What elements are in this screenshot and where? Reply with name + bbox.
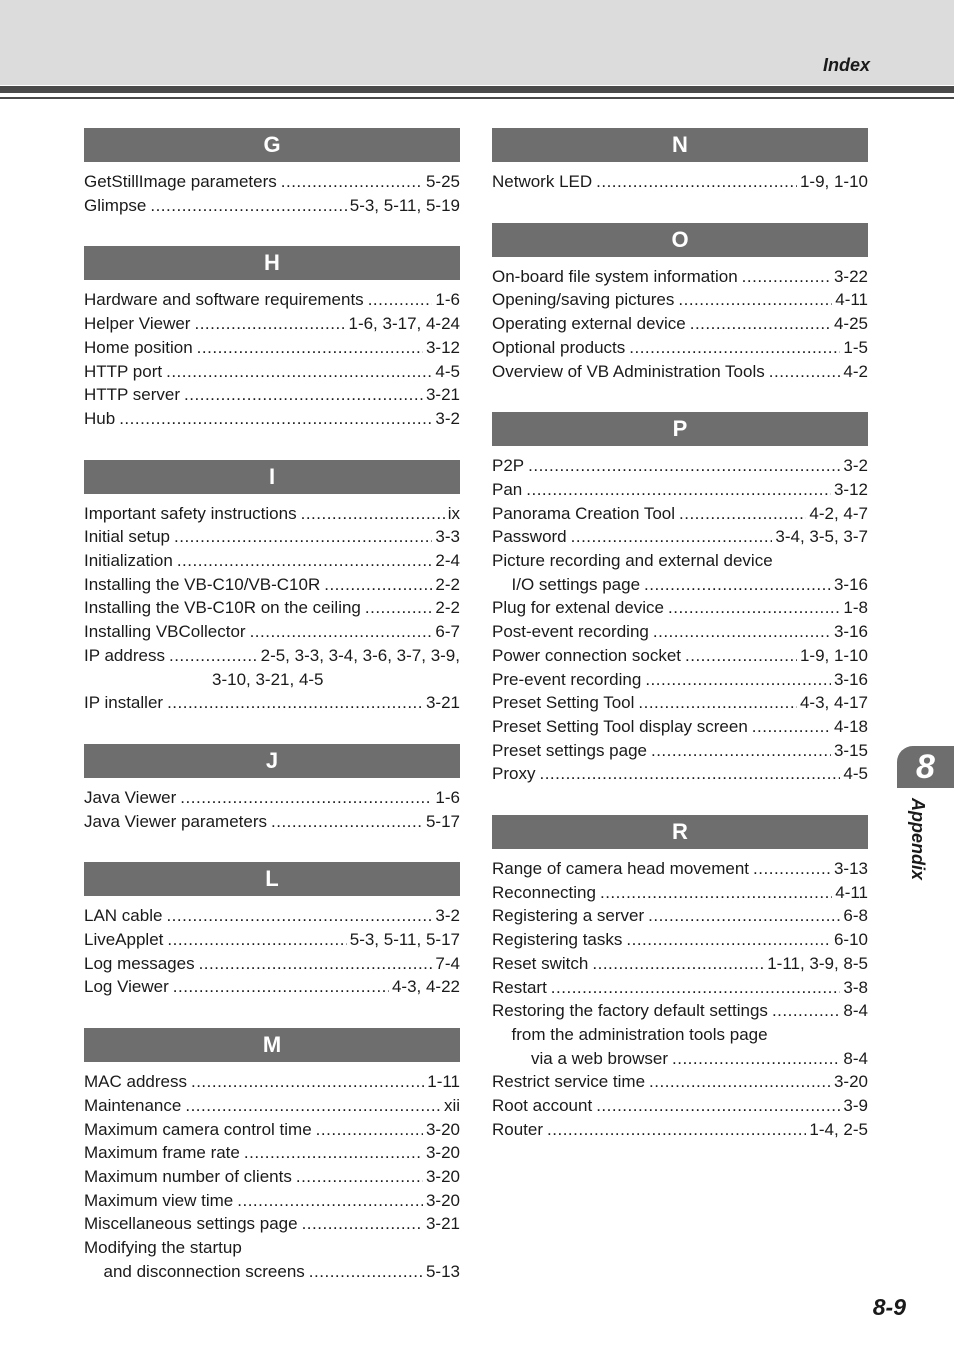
dot-leader (250, 620, 433, 644)
index-entry (492, 573, 868, 597)
index-entry (492, 1118, 868, 1142)
dot-leader (191, 1070, 424, 1094)
index-entry (84, 549, 460, 573)
dot-leader (648, 904, 840, 928)
index-page-refs: 6-7 (435, 622, 460, 642)
index-term: Optional products (492, 337, 626, 357)
index-entry (84, 1165, 460, 1189)
index-term: Post-event recording (492, 622, 649, 642)
index-page-refs: 4-5 (843, 764, 868, 784)
index-term: Initialization (84, 551, 173, 571)
index-entry (84, 383, 460, 407)
index-entry (84, 502, 460, 526)
index-page-refs: 1-5 (843, 337, 868, 357)
index-entry (492, 739, 868, 763)
page-header-band (0, 0, 954, 85)
index-page-refs: 3-20 (425, 1119, 460, 1139)
index-page-refs: 4-11 (835, 882, 868, 902)
index-term: Installing the VB-C10R on the ceiling (84, 598, 361, 618)
index-entry (84, 1236, 460, 1260)
index-page-refs: 3-21 (425, 693, 460, 713)
index-term: Operating external device (492, 314, 686, 334)
index-page-refs: 2-5, 3-3, 3-4, 3-6, 3-7, 3-9, (260, 645, 460, 665)
index-term: Restrict service time (492, 1072, 646, 1092)
chapter-label: Appendix (908, 798, 928, 881)
index-letter-header: O (492, 223, 868, 257)
index-page-refs: 7-4 (435, 953, 460, 973)
index-entry (84, 810, 460, 834)
index-entry (492, 265, 868, 289)
index-entry (492, 881, 868, 905)
index-term: Preset Setting Tool display screen (492, 716, 748, 736)
index-entry (492, 336, 868, 360)
index-term: Miscellaneous settings page (84, 1214, 298, 1234)
index-page-refs: 3-16 (833, 669, 868, 689)
index-entry (492, 525, 868, 549)
index-entry (492, 691, 868, 715)
dot-leader (668, 596, 840, 620)
index-term: Hardware and software requirements (84, 290, 364, 310)
index-page-refs: 3-8 (843, 977, 868, 997)
index-page-refs: 3-20 (833, 1072, 868, 1092)
index-letter-header: G (84, 128, 460, 162)
index-term: Preset Setting Tool (492, 693, 635, 713)
index-page-refs: 1-11, 3-9, 8-5 (767, 953, 868, 973)
dot-leader (629, 336, 840, 360)
index-letter-header: R (492, 815, 868, 849)
index-entry (492, 454, 868, 478)
index-term: Log messages (84, 953, 195, 973)
index-page-refs: 1-6 (435, 290, 460, 310)
section-title: Index (822, 55, 870, 75)
index-term: GetStillImage parameters (84, 172, 277, 191)
index-term: Initial setup (84, 527, 170, 547)
index-page-refs: 6-8 (843, 906, 868, 926)
dot-leader (653, 620, 831, 644)
index-group-n (492, 128, 868, 194)
index-entry (492, 715, 868, 739)
index-page-refs: 4-11 (835, 290, 868, 310)
dot-leader (197, 336, 423, 360)
index-term: Panorama Creation Tool (492, 503, 676, 523)
index-page-refs: 3-13 (833, 859, 868, 879)
index-page-refs: 5-17 (425, 811, 460, 831)
dot-leader (174, 525, 432, 549)
index-term: Pre-event recording (492, 669, 642, 689)
dot-leader (644, 573, 831, 597)
index-term: Registering tasks (492, 930, 623, 950)
index-entry (84, 1189, 460, 1213)
index-page-refs: 4-3, 4-22 (391, 977, 460, 997)
index-entry (492, 478, 868, 502)
index-entry (84, 573, 460, 597)
dot-leader (772, 999, 840, 1023)
index-entry (492, 360, 868, 384)
index-entry (492, 1023, 868, 1047)
index-page-refs: 3-21 (425, 385, 460, 405)
index-term: Reconnecting (492, 882, 596, 902)
dot-leader (592, 952, 764, 976)
index-entry (492, 1047, 868, 1071)
index-entry (84, 1118, 460, 1142)
index-page-refs: 3-20 (425, 1166, 460, 1186)
index-page-refs: 1-6 (435, 787, 460, 807)
index-letter-header: J (84, 744, 460, 778)
index-letter-header: N (492, 128, 868, 162)
index-term: Maximum frame rate (84, 1143, 240, 1163)
index-page-refs: 1-11 (427, 1072, 460, 1092)
index-term: Network LED (492, 172, 593, 191)
index-term: Maximum camera control time (84, 1119, 312, 1139)
index-group-j (84, 744, 460, 833)
index-entry (84, 1094, 460, 1118)
index-entry (84, 407, 460, 431)
index-term: Log Viewer (84, 977, 169, 997)
dot-leader (301, 502, 445, 526)
index-page-refs: 3-20 (425, 1190, 460, 1210)
index-entry (84, 952, 460, 976)
index-entry (84, 596, 460, 620)
index-entry (84, 644, 460, 668)
index-entry (84, 360, 460, 384)
dot-leader (626, 928, 831, 952)
index-term: I/O settings page (511, 574, 641, 594)
dot-leader (368, 288, 433, 312)
index-entry (492, 644, 868, 668)
dot-leader (237, 1189, 423, 1213)
index-page-refs: 3-21 (425, 1214, 460, 1234)
index-term: Proxy (492, 764, 536, 784)
index-page-refs: 3-12 (425, 337, 460, 357)
index-page-refs: ix (447, 503, 460, 523)
index-page-refs: 8-4 (843, 1001, 868, 1021)
index-page-refs: 1-9, 1-10 (799, 645, 868, 665)
index-group-g (84, 128, 460, 217)
index-entry (492, 952, 868, 976)
index-entry (84, 288, 460, 312)
index-letter-header: P (492, 412, 868, 446)
dot-leader (685, 644, 797, 668)
index-entry (492, 620, 868, 644)
dot-leader (194, 312, 345, 336)
index-page-refs: 3-2 (435, 906, 460, 926)
dot-leader (316, 1118, 423, 1142)
index-term: Modifying the startup (84, 1238, 242, 1258)
dot-leader (309, 1260, 423, 1284)
dot-leader (547, 1118, 806, 1142)
index-page-refs: 2-2 (435, 598, 460, 618)
index-page-refs: 8-4 (843, 1048, 868, 1068)
dot-leader (528, 454, 840, 478)
index-group-o (492, 223, 868, 384)
index-term: Java Viewer (84, 787, 177, 807)
index-entry (84, 975, 460, 999)
index-page-refs: 3-16 (833, 622, 868, 642)
index-page-refs: 1-8 (843, 598, 868, 618)
index-page-refs: 4-5 (435, 361, 460, 381)
dot-leader (752, 715, 831, 739)
index-entry (492, 904, 868, 928)
index-group-l (84, 862, 460, 999)
dot-leader (167, 691, 423, 715)
index-page-refs: 3-20 (425, 1143, 460, 1163)
index-entry (84, 1260, 460, 1284)
index-term: Pan (492, 479, 523, 499)
index-term: Power connection socket (492, 645, 681, 665)
index-entry (84, 525, 460, 549)
index-term: Picture recording and external device (492, 551, 773, 571)
dot-leader (672, 1047, 840, 1071)
dot-leader (302, 1212, 423, 1236)
index-entry (492, 596, 868, 620)
index-term: Overview of VB Administration Tools (492, 361, 765, 381)
index-page-refs-continued: 3-10, 3-21, 4-5 (212, 669, 324, 689)
index-term: Router (492, 1119, 544, 1139)
index-term: MAC address (84, 1072, 187, 1092)
index-entry (84, 786, 460, 810)
dot-leader (173, 975, 389, 999)
index-entry (492, 976, 868, 1000)
index-page-refs: 5-3, 5-11, 5-19 (349, 195, 460, 215)
index-term: LiveApplet (84, 930, 164, 950)
dot-leader (296, 1165, 423, 1189)
dot-leader (185, 1094, 441, 1118)
index-page-refs: 3-2 (435, 408, 460, 428)
index-group-r (492, 815, 868, 1141)
index-entry (492, 928, 868, 952)
dot-leader (199, 952, 433, 976)
index-entry (84, 194, 460, 218)
dot-leader (244, 1141, 423, 1165)
index-entry (84, 691, 460, 715)
header-rule-thick (0, 86, 954, 93)
index-page-refs: 3-4, 3-5, 3-7 (775, 527, 868, 547)
index-letter-header: H (84, 246, 460, 280)
index-page-refs: 4-18 (833, 716, 868, 736)
index-group-m (84, 1028, 460, 1283)
index-term: Root account (492, 1096, 593, 1116)
index-entry (492, 1070, 868, 1094)
dot-leader (180, 786, 432, 810)
dot-leader (166, 360, 432, 384)
index-entry (492, 549, 868, 573)
index-entry (84, 170, 460, 194)
index-entry (84, 1212, 460, 1236)
index-column-left (84, 128, 460, 1313)
index-term: Range of camera head movement (492, 859, 750, 879)
index-entry (492, 312, 868, 336)
dot-leader (571, 525, 773, 549)
index-entry (84, 1141, 460, 1165)
index-term: Plug for extenal device (492, 598, 664, 618)
index-term: Hub (84, 408, 116, 428)
dot-leader (651, 739, 831, 763)
page-number: 8-9 (872, 1294, 906, 1320)
index-term: LAN cable (84, 906, 163, 926)
index-page-refs: 1-9, 1-10 (799, 172, 868, 191)
index-page-refs: 6-10 (833, 930, 868, 950)
index-term: Maximum view time (84, 1190, 234, 1210)
index-entry (84, 928, 460, 952)
dot-leader (167, 928, 346, 952)
index-entry (492, 999, 868, 1023)
index-term: Maximum number of clients (84, 1166, 292, 1186)
dot-leader (600, 881, 832, 905)
index-page-refs: 3-9 (843, 1096, 868, 1116)
index-term: Installing VBCollector (84, 622, 246, 642)
dot-leader (281, 170, 423, 194)
index-entry (492, 170, 868, 194)
index-entry (492, 857, 868, 881)
index-term: HTTP port (84, 361, 163, 381)
index-letter-header: M (84, 1028, 460, 1062)
index-page-refs: 4-2, 4-7 (809, 503, 868, 523)
dot-leader (678, 288, 832, 312)
index-page-refs: 4-25 (833, 314, 868, 334)
dot-leader (119, 407, 432, 431)
index-page-refs: 3-2 (843, 456, 868, 476)
index-term: Maintenance (84, 1095, 182, 1115)
dot-leader (638, 691, 797, 715)
index-entry (84, 1070, 460, 1094)
index-page-refs: 3-22 (833, 266, 868, 286)
index-term: Home position (84, 337, 193, 357)
index-entry (492, 1094, 868, 1118)
index-page-refs: 3-3 (435, 527, 460, 547)
index-page-refs: 5-25 (425, 172, 460, 191)
index-group-p (492, 412, 868, 786)
index-term: Glimpse (84, 195, 147, 215)
index-term: IP address (84, 645, 165, 665)
dot-leader (551, 976, 841, 1000)
dot-leader (184, 383, 423, 407)
index-page-refs: 5-13 (425, 1261, 460, 1281)
index-letter-header: I (84, 460, 460, 494)
index-term: Reset switch (492, 953, 589, 973)
index-page-refs: 3-15 (833, 740, 868, 760)
index-entry (84, 312, 460, 336)
index-term: via a web browser (531, 1048, 669, 1068)
index-term: Java Viewer parameters (84, 811, 267, 831)
index-group-h (84, 246, 460, 430)
index-entry (492, 502, 868, 526)
index-page-refs: 5-3, 5-11, 5-17 (349, 930, 460, 950)
index-term: Opening/saving pictures (492, 290, 675, 310)
index-page-refs: 2-2 (435, 574, 460, 594)
dot-leader (690, 312, 831, 336)
index-page-refs: 2-4 (435, 551, 460, 571)
dot-leader (526, 478, 831, 502)
index-entry (84, 336, 460, 360)
dot-leader (365, 596, 433, 620)
index-term: Important safety instructions (84, 503, 297, 523)
dot-leader (324, 573, 432, 597)
dot-leader (596, 170, 797, 194)
dot-leader (166, 904, 432, 928)
dot-leader (742, 265, 831, 289)
dot-leader (596, 1094, 840, 1118)
index-term: Helper Viewer (84, 314, 191, 334)
index-entry (84, 620, 460, 644)
chapter-tab: 8 (897, 746, 954, 788)
dot-leader (169, 644, 258, 668)
index-term: On-board file system information (492, 266, 738, 286)
index-term: HTTP server (84, 385, 181, 405)
dot-leader (271, 810, 423, 834)
index-group-i (84, 460, 460, 715)
dot-leader (645, 668, 831, 692)
index-term: and disconnection screens (103, 1261, 305, 1281)
index-entry (492, 668, 868, 692)
index-term: Registering a server (492, 906, 645, 926)
index-term: Preset settings page (492, 740, 647, 760)
index-page-refs: 4-2 (843, 361, 868, 381)
index-page-refs: xii (443, 1095, 460, 1115)
index-entry (492, 762, 868, 786)
dot-leader (679, 502, 806, 526)
index-letter-header: L (84, 862, 460, 896)
dot-leader (539, 762, 840, 786)
index-page-refs: 1-6, 3-17, 4-24 (348, 314, 460, 334)
index-term: Restoring the factory default settings (492, 1001, 768, 1021)
index-term: Password (492, 527, 567, 547)
dot-leader (753, 857, 831, 881)
index-term: Installing the VB-C10/VB-C10R (84, 574, 321, 594)
index-entry (492, 288, 868, 312)
index-entry (84, 904, 460, 928)
index-page-refs: 3-12 (833, 479, 868, 499)
dot-leader (150, 194, 346, 218)
index-term: P2P (492, 456, 525, 476)
index-term: Restart (492, 977, 547, 997)
index-page-refs: 1-4, 2-5 (809, 1119, 868, 1139)
header-rule-thin (0, 97, 954, 99)
dot-leader (177, 549, 433, 573)
dot-leader (769, 360, 841, 384)
dot-leader (649, 1070, 831, 1094)
index-term: from the administration tools page (511, 1024, 768, 1044)
index-term: IP installer (84, 693, 164, 713)
index-page-refs: 3-16 (833, 574, 868, 594)
index-page-refs: 4-3, 4-17 (799, 693, 868, 713)
index-column-right (492, 128, 868, 1171)
